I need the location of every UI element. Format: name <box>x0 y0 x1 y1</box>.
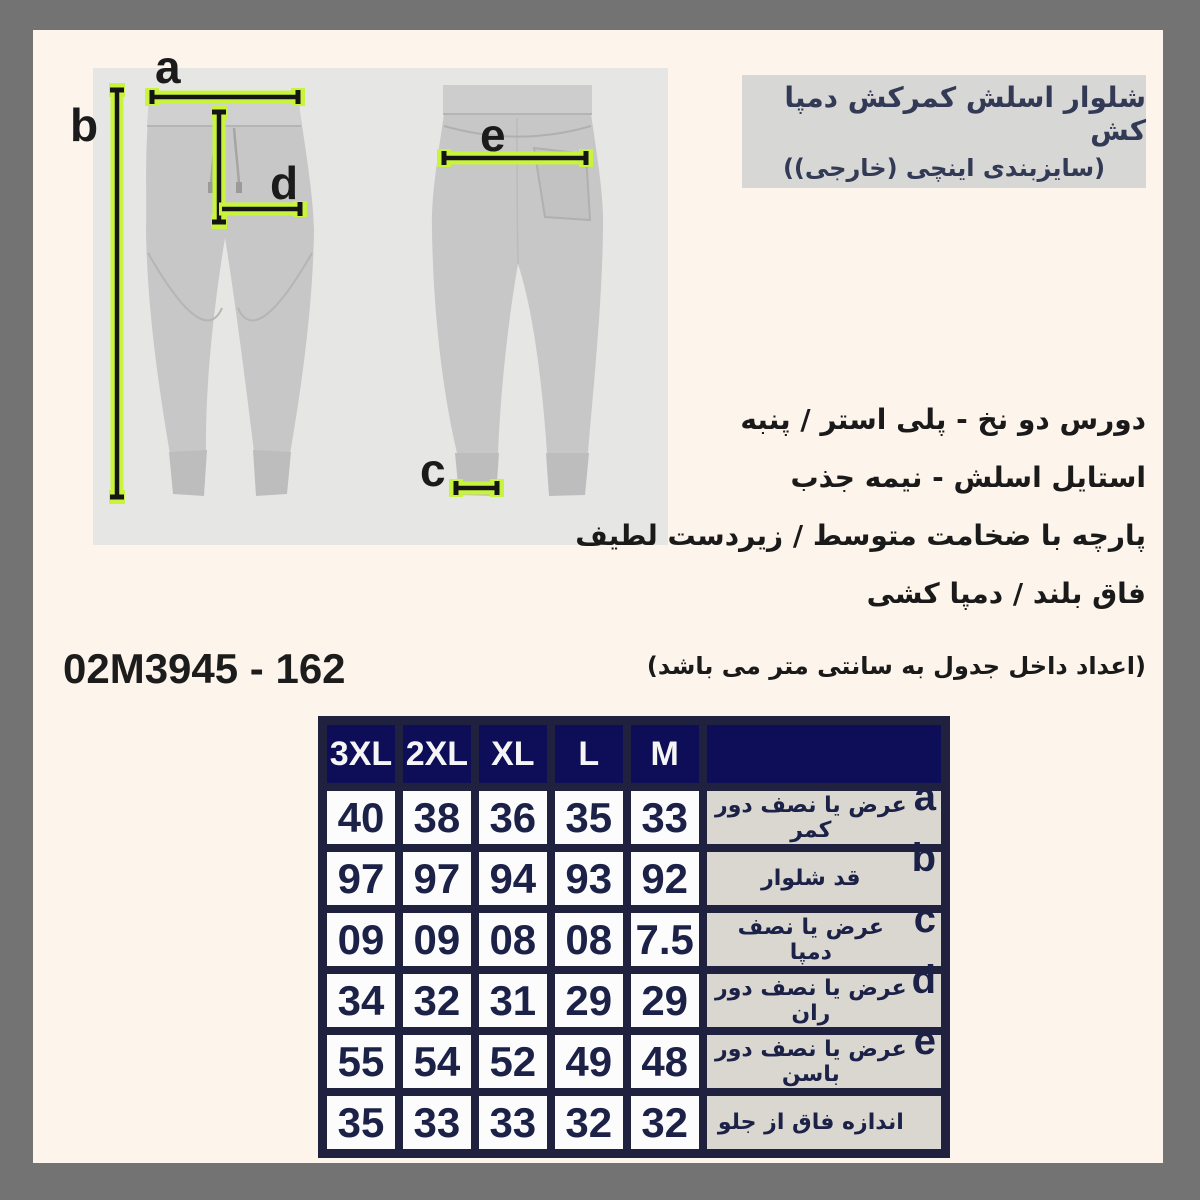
size-value-cell: 32 <box>403 974 471 1027</box>
size-value-cell: 92 <box>631 852 699 905</box>
size-value-cell: 94 <box>479 852 547 905</box>
title-box <box>742 75 1146 188</box>
table-corner-cell <box>707 725 941 783</box>
measurement-label-text: قد شلوار <box>761 866 861 891</box>
feature-line: پارچه با ضخامت متوسط / زیردست لطیف <box>575 519 1146 552</box>
size-column-header: L <box>555 725 623 783</box>
size-value-cell: 31 <box>479 974 547 1027</box>
size-value-cell: 40 <box>327 791 395 844</box>
size-column-header: 2XL <box>403 725 471 783</box>
size-value-cell: 52 <box>479 1035 547 1088</box>
measure-line-b <box>109 84 125 503</box>
measurement-label-cell <box>707 836 941 905</box>
measurement-label-text: عرض یا نصف دور ران <box>715 975 907 1026</box>
size-column-header: M <box>631 725 699 783</box>
size-value-cell: 34 <box>327 974 395 1027</box>
diagram-label-a: a <box>155 41 181 93</box>
size-value-cell: 55 <box>327 1035 395 1088</box>
product-title: شلوار اسلش کمرکش دمپا کش <box>784 81 1146 147</box>
size-value-cell: 33 <box>631 791 699 844</box>
product-code: 02M3945 - 162 <box>63 645 346 692</box>
size-value-cell: 32 <box>555 1096 623 1149</box>
size-value-cell: 48 <box>631 1035 699 1088</box>
pants-front-view <box>146 96 314 496</box>
feature-line: دورس دو نخ - پلی استر / پنبه <box>740 403 1146 436</box>
size-value-cell: 97 <box>403 852 471 905</box>
size-value-cell: 36 <box>479 791 547 844</box>
size-value-cell: 54 <box>403 1035 471 1088</box>
size-value-cell: 7.5 <box>631 913 699 966</box>
feature-list <box>453 391 1146 623</box>
measurement-letter: a <box>913 775 936 819</box>
measurement-label-text: اندازه فاق از جلو <box>717 1110 904 1135</box>
size-value-cell: 38 <box>403 791 471 844</box>
measurement-letter: d <box>911 958 936 1002</box>
size-value-cell: 35 <box>327 1096 395 1149</box>
measurement-label-text: عرض یا نصف دور کمر <box>715 792 907 843</box>
measurement-label-cell <box>707 1019 941 1088</box>
measurement-label-cell <box>707 775 941 844</box>
product-subtitle: (سایزبندی اینچی (خارجی)) <box>782 154 1106 182</box>
measurement-label-text: عرض یا نصف دمپا <box>737 914 884 965</box>
measurement-label-cell <box>707 958 941 1027</box>
size-value-cell: 97 <box>327 852 395 905</box>
size-value-cell: 33 <box>403 1096 471 1149</box>
size-value-cell: 09 <box>403 913 471 966</box>
size-value-cell: 32 <box>631 1096 699 1149</box>
feature-line: فاق بلند / دمپا کشی <box>866 577 1146 610</box>
measurement-letter: c <box>913 897 936 941</box>
size-value-cell: 08 <box>479 913 547 966</box>
product-sheet <box>33 30 1163 1163</box>
size-value-cell: 49 <box>555 1035 623 1088</box>
diagram-label-c: c <box>420 444 446 496</box>
measurement-letter: e <box>913 1019 936 1063</box>
measurement-label-text: عرض یا نصف دور باسن <box>715 1036 907 1087</box>
measure-line-e <box>438 149 592 167</box>
feature-line: استایل اسلش - نیمه جذب <box>790 461 1146 494</box>
measurement-letter: b <box>911 836 936 880</box>
size-column-header: XL <box>479 725 547 783</box>
table-units-note: (اعداد داخل جدول به سانتی متر می باشد) <box>646 652 1146 680</box>
size-value-cell: 09 <box>327 913 395 966</box>
measurement-label-cell <box>707 897 941 966</box>
size-value-cell: 29 <box>631 974 699 1027</box>
diagram-label-e: e <box>480 109 506 161</box>
measurement-label-cell <box>707 1096 941 1149</box>
size-table <box>318 716 950 1158</box>
size-column-header: 3XL <box>327 725 395 783</box>
size-value-cell: 33 <box>479 1096 547 1149</box>
size-value-cell: 93 <box>555 852 623 905</box>
diagram-label-b: b <box>70 99 99 151</box>
size-value-cell: 08 <box>555 913 623 966</box>
diagram-label-d: d <box>270 157 299 209</box>
size-value-cell: 29 <box>555 974 623 1027</box>
size-value-cell: 35 <box>555 791 623 844</box>
